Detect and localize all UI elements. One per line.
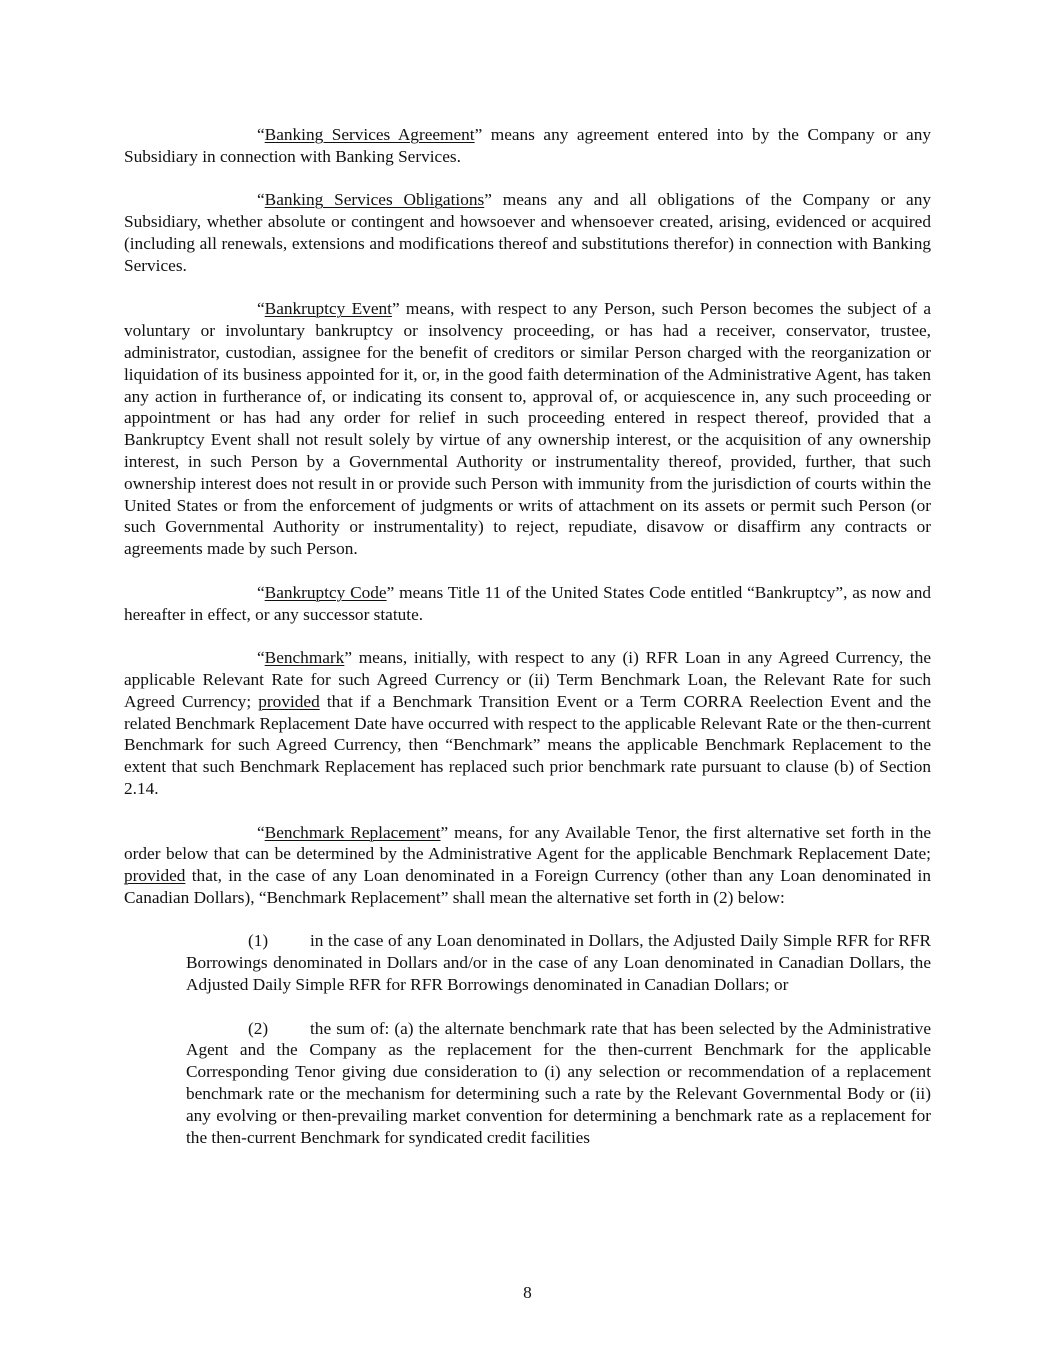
clause-item (186, 1018, 931, 1149)
definition-text: ” means, initially, with respect to any (i) RFR Loan in any Agreed Currency, the applicable Relevant Rate for such Agreed Currency or (ii) Term Benchmark Loan, the Relevant Rate for such Agreed Currency; (124, 648, 931, 711)
definition-text: ” means any agreement entered into by the Company or any Subsidiary in connection with Banking Services. (124, 125, 931, 166)
definition-bankruptcy-event: “Bankruptcy Event” means, with respect to any Person, such Person becomes the subject of a voluntary or involuntary bankruptcy or insolvency proceeding, or has had a receiver, conservator, trustee, administrator, custodian, assignee for the benefit of creditors or similar Person charged with the reorganization or liquidation of its business appointed for it, or, in the good faith determination of the Administrative Agent, has taken any action in furtherance of, or indicating its consent to, approval of, or acquiescence in, any such proceeding or appointment or has had any order for relief in such proceeding entered in respect thereof, provided that a Bankruptcy Event shall not result solely by virtue of any ownership interest, or the acquisition of any ownership interest, in such Person by a Governmental Authority or instrumentality thereof, provided, further, that such ownership interest does not result in or provide such Person with immunity from the jurisdiction of courts within the United States or from the enforcement of judgments or writs of attachment on its assets or permit such Person (or such Governmental Authority or instrumentality) to reject, repudiate, disavow or disaffirm any contracts or agreements made by such Person. (124, 299, 931, 559)
definition-text: ” means any and all obligations of the Company or any Subsidiary, whether absolute or contingent and howsoever and whensoever created, arising, evidenced or acquired (including all renewals, extensions and modifications thereof and substitutions therefor) in connection with Banking Services. (124, 190, 932, 275)
definition-benchmark: “Benchmark” means, initially, with respect to any (i) RFR Loan in any Agreed Currency, the applicable Relevant Rate for such Agreed Currency or (ii) Term Benchmark Loan, the Relevant Rate for such Agreed Currency; provided that if a Benchmark Transition Event or a Term CORRA Reelection Event and the related Benchmark Replacement Date have occurred with respect to the applicable Relevant Rate or the then-current Benchmark for such Agreed Currency, then “Benchmark” means the applicable Benchmark Replacement to the extent that such Benchmark Replacement has replaced such prior benchmark rate pursuant to clause (b) of Section 2.14. (124, 648, 931, 798)
provided-term: provided (258, 691, 320, 711)
definition-text: ” means, with respect to any Person, such Person becomes the subject of a voluntary or involuntary bankruptcy or insolvency proceeding, or has had a receiver, conservator, trustee, administrator, custodian, assignee for the benefit of creditors or similar Person charged with the reorganization or liquidation of its business appointed for it, or, in the good faith determination of the Administrative Agent, has taken any action in furtherance of, or indicating its consent to, approval of, or acquiescence in, any such proceeding or appointment or has had any order for relief in such proceeding entered in respect thereof, provided that a Bankruptcy Event shall not result solely by virtue of any ownership interest, or the acquisition of any ownership interest, in such Person by a Governmental Authority or instrumentality thereof, provided, further, that such ownership interest does not result in or provide such Person with immunity from the jurisdiction of courts within the United States or from the enforcement of judgments or writs of attachment on its assets or permit such Person (or such Governmental Authority or instrumentality) to reject, repudiate, disavow or disaffirm any contracts or agreements made by such Person. (124, 299, 931, 559)
definition-text: ” means Title 11 of the United States Code entitled “Bankruptcy”, as now and hereafter in effect, or any successor statute. (124, 582, 931, 624)
definition-text: that if a Benchmark Transition Event or a Term CORRA Reelection Event and the related Benchmark Replacement Date have occurred with respect to the applicable Relevant Rate or the then-current Benchmark for such Agreed Currency, then “Benchmark” means the applicable Benchmark Replacement to the extent that such Benchmark Replacement has replaced such prior benchmark rate pursuant to clause (b) of Section 2.14. (124, 691, 931, 798)
clause-text: the sum of: (a) the alternate benchmark rate that has been selected by the Administrative Agent and the Company as the replacement for the then-current Benchmark for the applicable Corresponding Tenor giving due consideration to (i) any selection or recommendation of a replacement benchmark rate or the mechanism for determining such a rate by the Relevant Governmental Body or (ii) any evolving or then-prevailing market convention for determining a benchmark rate as a replacement for the then-current Benchmark for syndicated credit facilities (186, 1018, 931, 1147)
definition-banking-services-agreement: “Banking Services Agreement” means any agreement entered into by the Company or any Subsidiary in connection with Banking Services. (124, 125, 931, 166)
defined-term: Banking Services Obligations (264, 190, 485, 210)
defined-term: Bankruptcy Event (264, 299, 392, 319)
definition-benchmark-replacement: “Benchmark Replacement” means, for any Available Tenor, the first alternative set forth in the order below that can be determined by the Administrative Agent for the applicable Benchmark Replacement Date; provided that, in the case of any Loan denominated in a Foreign Currency (other than any Loan denominated in Canadian Dollars), “Benchmark Replacement” shall mean the alternative set forth in (2) below: (124, 822, 931, 907)
defined-term: Benchmark (264, 648, 345, 668)
clause-text: in the case of any Loan denominated in Dollars, the Adjusted Daily Simple RFR for RFR Borrowings denominated in Dollars and/or in the case of any Loan denominated in Canadian Dollars, the Adjusted Daily Simple RFR for RFR Borrowings denominated in Canadian Dollars; or (186, 931, 931, 995)
defined-term: Benchmark Replacement (264, 822, 441, 842)
definition-bankruptcy-code: “Bankruptcy Code” means Title 11 of the United States Code entitled “Bankruptcy”, as now and hereafter in effect, or any successor statute. (124, 582, 931, 624)
page-body (124, 124, 931, 1148)
definition-text: that, in the case of any Loan denominated in a Foreign Currency (other than any Loan denominated in Canadian Dollars), “Benchmark Replacement” shall mean the alternative set forth in (2) below: (124, 866, 931, 907)
definition-banking-services-obligations: “Banking Services Obligations” means any and all obligations of the Company or any Subsidiary, whether absolute or contingent and howsoever and whensoever created, arising, evidenced or acquired (including all renewals, extensions and modifications thereof and substitutions therefor) in connection with Banking Services. (124, 190, 932, 275)
page-number: 8 (523, 1283, 532, 1302)
definition-text: ” means, for any Available Tenor, the first alternative set forth in the order below that can be determined by the Administrative Agent for the applicable Benchmark Replacement Date; (124, 822, 931, 864)
defined-term: Bankruptcy Code (264, 582, 387, 602)
clause-item (186, 930, 931, 995)
clause-number: (2) (248, 1018, 269, 1038)
clause-number: (1) (248, 931, 269, 951)
defined-term: Banking Services Agreement (264, 125, 475, 144)
provided-term: provided (124, 866, 186, 886)
